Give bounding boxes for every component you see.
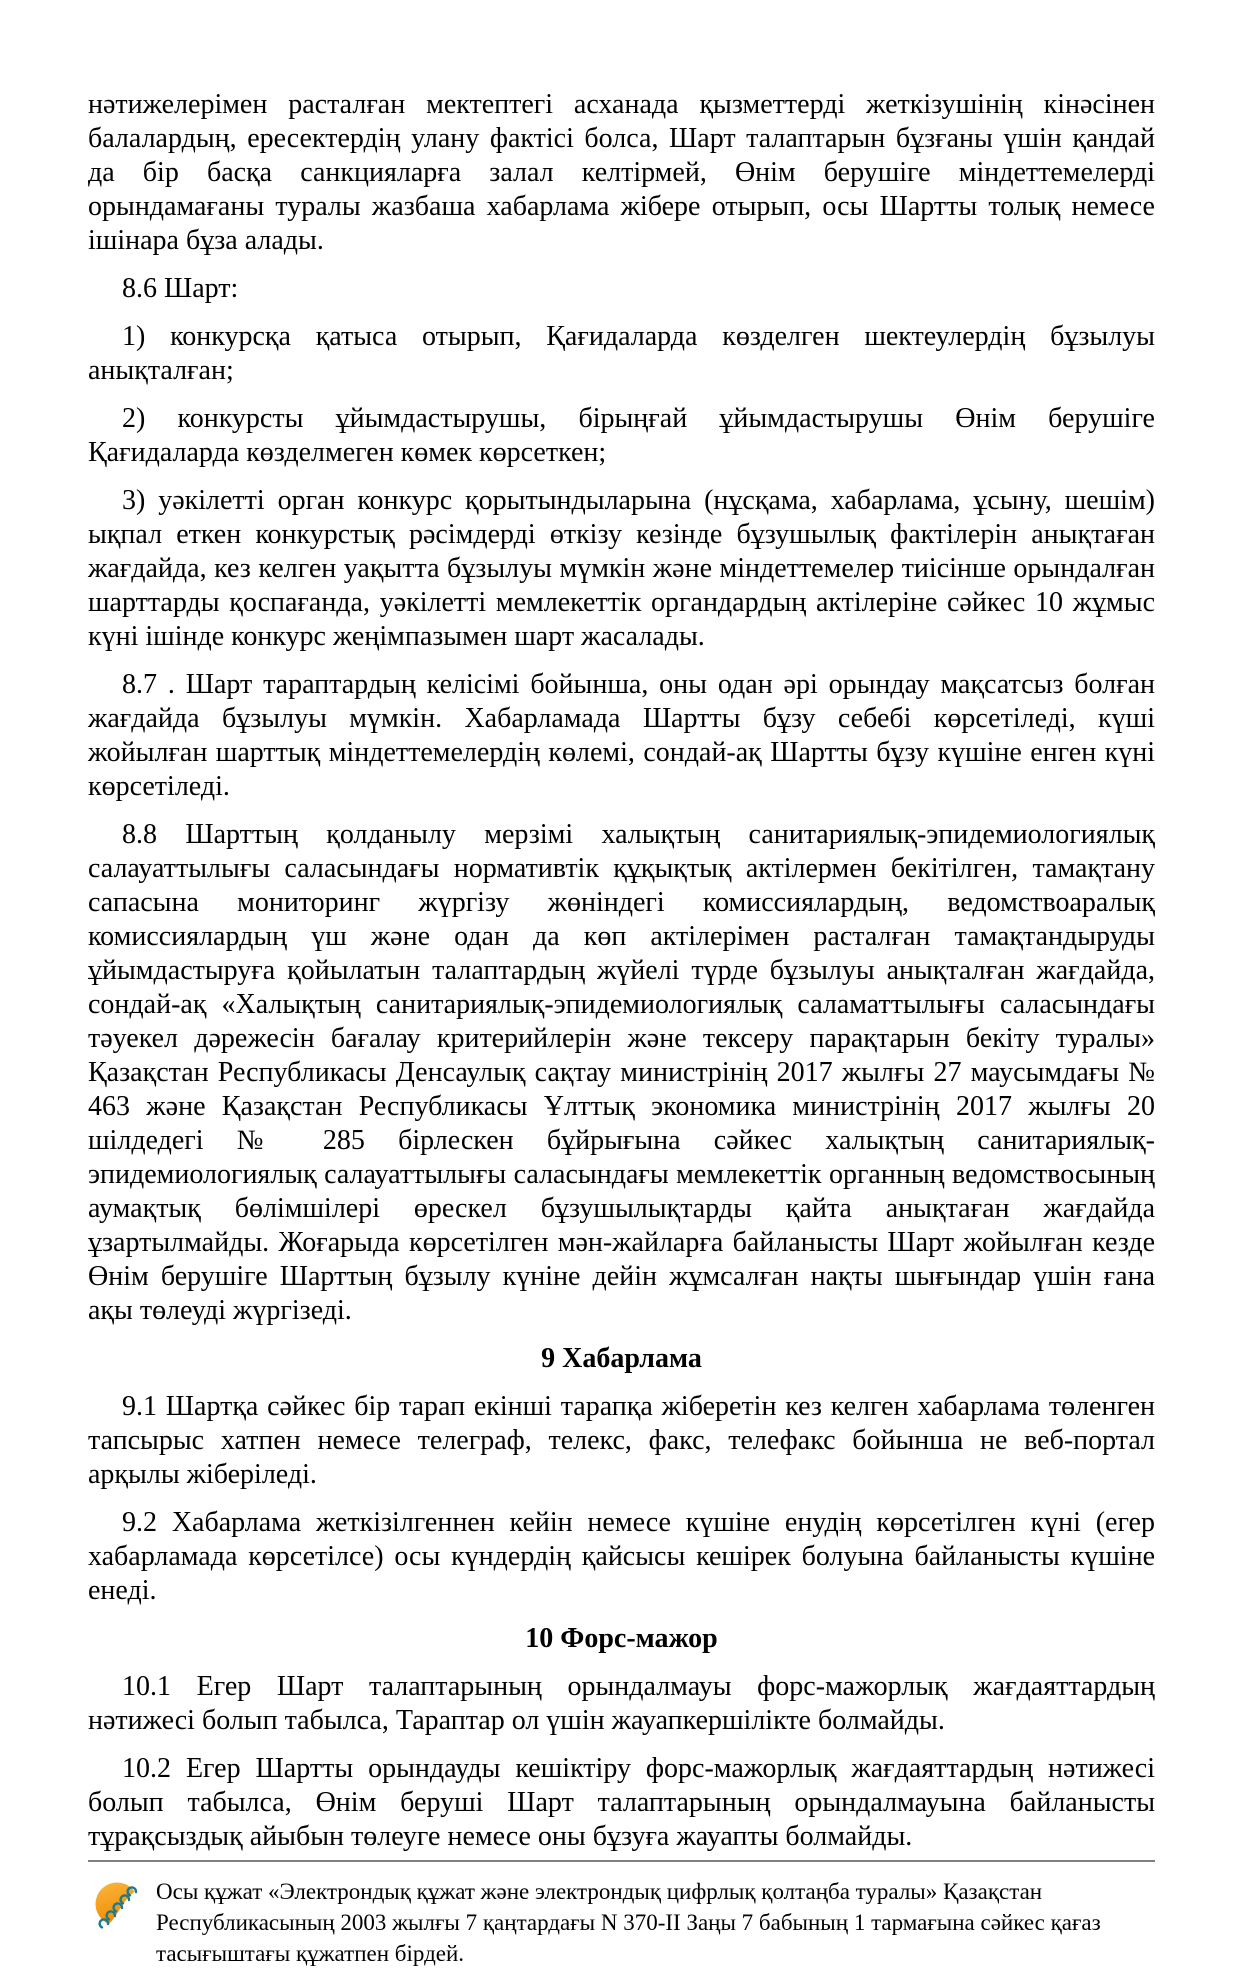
- footer: [88, 1876, 1155, 1969]
- paragraph-list-item-2: 2) конкурсты ұйымдастырушы, бірыңғай ұйымдастырушы Өнім берушіге Қағидаларда көзделмеген көмек көрсеткен;: [88, 403, 1155, 468]
- paragraph-clause-9-1: 9.1 Шартқа сәйкес бір тарап екінші тарапқа жіберетін кез келген хабарлама төленген тапсырыс хатпен немесе телеграф, телекс, факс, телефакс бойынша не веб-портал арқылы жіберіледі.: [88, 1391, 1155, 1490]
- paragraph-clause-9-2: 9.2 Хабарлама жеткізілгеннен кейін немесе күшіне енудің көрсетілген күні (егер хабарламада көрсетілсе) осы күндердің қайсысы кешірек болуына байланысты күшіне енеді.: [88, 1507, 1155, 1606]
- paragraph-list-item-1: 1) конкурсқа қатыса отырып, Қағидаларда көзделген шектеулердің бұзылуы анықталған;: [88, 321, 1155, 386]
- footer-divider: [88, 1860, 1155, 1862]
- footer-note: Осы құжат «Электрондық құжат және электрондық цифрлық қолтаңба туралы» Қазақстан Республикасының 2003 жылғы 7 қаңтардағы N 370-II Заңы 7 бабының 1 тармағына сәйкес қағаз тасығыштағы құжатпен бірдей.: [156, 1879, 1101, 1966]
- paragraph-clause-8-8: 8.8 Шарттың қолданылу мерзімі халықтың санитариялық-эпидемиологиялық салауаттылығы саласындағы нормативтік құқықтық актілермен бекітілген, тамақтану сапасына мониторинг жүргізу жөніндегі комиссиялардың, ведомствоаралық комиссиялардың үш және одан да көп актілерімен расталған тамақтандыруды ұйымдастыруға қойылатын талаптардың жүйелі түрде бұзылуы анықталған жағдайда, сондай-ақ «Халықтың санитариялық-эпидемиологиялық саламаттылығы саласындағы тәуекел дәрежесін бағалау критерийлерін және тексеру парақтарын бекіту туралы» Қазақстан Республикасы Денсаулық сақтау министрінің 2017 жылғы 27 маусымдағы № 463 және Қазақстан Республикасы Ұлттық экономика министрінің 2017 жылғы 20 шілдедегі № 285 бірлескен бұйрығына сәйкес халықтың санитариялық-эпидемиологиялық салауаттылығы саласындағы мемлекеттік органның ведомствосының аумақтық бөлімшілері өрескел бұзушылықтарды қайта анықтаған жағдайда ұзартылмайды. Жоғарыда көрсетілген мән-жайларға байланысты Шарт жойылған кезде Өнім берушіге Шарттың бұзылу күніне дейін жұмсалған нақты шығындар үшін ғана ақы төлеуді жүргізеді.: [88, 819, 1155, 1326]
- paragraph-clause-8-6: 8.6 Шарт:: [122, 273, 239, 304]
- egov-logo-icon: [92, 1880, 142, 1943]
- paragraph-clause-8-7: 8.7 . Шарт тараптардың келісімі бойынша, оны одан әрі орындау мақсатсыз болған жағдайда бұзылуы мүмкін. Хабарламада Шартты бұзу себебі көрсетіледі, күші жойылған шарттық міндеттемелердің көлемі, сондай-ақ Шартты бұзу күшіне енген күні көрсетіледі.: [88, 669, 1155, 802]
- section-heading-10: 10 Форс-мажор: [525, 1623, 718, 1654]
- paragraph-list-item-3: 3) уәкілетті орган конкурс қорытындыларына (нұсқама, хабарлама, ұсыну, шешім) ықпал еткен конкурстық рәсімдерді өткізу кезінде бұзушылық фактілерін анықтаған жағдайда, кез келген уақытта бұзылуы мүмкін және міндеттемелер тиісінше орындалған шарттарды қоспағанда, уәкілетті мемлекеттік органдардың актілеріне сәйкес 10 жұмыс күні ішінде конкурс жеңімпазымен шарт жасалады.: [88, 485, 1155, 652]
- paragraph-clause-10-1: 10.1 Егер Шарт талаптарының орындалмауы форс-мажорлық жағдаяттардың нәтижесі болып табылса, Тараптар ол үшін жауапкершілікте болмайды.: [88, 1671, 1155, 1736]
- section-heading-9: 9 Хабарлама: [541, 1343, 702, 1374]
- paragraph: нәтижелерімен расталған мектептегі асханада қызметтерді жеткізушінің кінәсінен балалардың, ересектердің улану фактісі болса, Шарт талаптарын бұзғаны үшін қандай да бір басқа санкцияларға залал келтірмей, Өнім берушіге міндеттемелерді орындамағаны туралы жазбаша хабарлама жібере отырып, осы Шартты толық немесе ішінара бұза алады.: [88, 89, 1155, 256]
- paragraph-clause-10-2: 10.2 Егер Шартты орындауды кешіктіру форс-мажорлық жағдаяттардың нәтижесі болып табылса, Өнім беруші Шарт талаптарының орындалмауына байланысты тұрақсыздық айыбын төлеуге немесе оны бұзуға жауапты болмайды.: [88, 1753, 1155, 1852]
